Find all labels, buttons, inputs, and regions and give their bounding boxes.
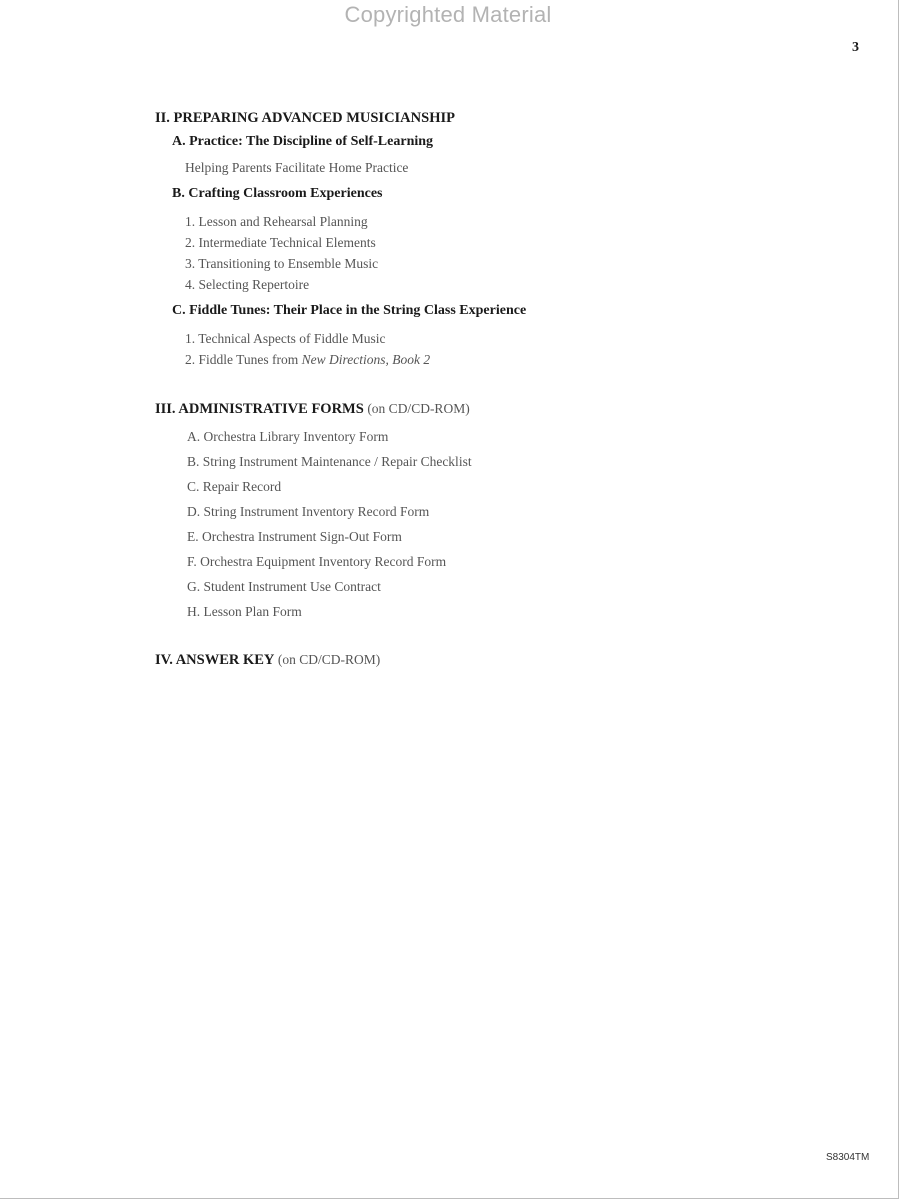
subsection-b-item-3: 3. Transitioning to Ensemble Music [185, 256, 379, 271]
subsection-a-title: A. Practice: The Discipline of Self-Learning [172, 134, 434, 149]
subsection-c-item-1: 1. Technical Aspects of Fiddle Music [185, 331, 386, 346]
book-title-italic: New Directions, Book 2 [301, 352, 431, 367]
form-item-h: H. Lesson Plan Form [187, 604, 302, 619]
subsection-c-title: C. Fiddle Tunes: Their Place in the String Class Experience [172, 303, 527, 318]
form-item-b: B. String Instrument Maintenance / Repair Checklist [187, 454, 472, 469]
copyright-watermark: Copyrighted Material [344, 2, 552, 27]
section-ii-title: II. PREPARING ADVANCED MUSICIANSHIP [155, 110, 455, 126]
form-item-g: G. Student Instrument Use Contract [187, 579, 381, 594]
section-iv-note: (on CD/CD-ROM) [277, 652, 381, 667]
subsection-a-item: Helping Parents Facilitate Home Practice [185, 160, 409, 175]
subsection-b-title: B. Crafting Classroom Experiences [172, 186, 383, 201]
section-iv-title: IV. ANSWER KEY [155, 652, 275, 668]
section-iii-note: (on CD/CD-ROM) [367, 401, 470, 416]
product-code: S8304TM [826, 1152, 870, 1163]
form-item-a: A. Orchestra Library Inventory Form [187, 429, 389, 444]
subsection-b-item-4: 4. Selecting Repertoire [185, 277, 310, 292]
subsection-b-item-1: 1. Lesson and Rehearsal Planning [185, 214, 368, 229]
subsection-c-item-2 [185, 352, 430, 368]
subsection-b-item-2: 2. Intermediate Technical Elements [185, 235, 376, 250]
page-number: 3 [852, 40, 859, 55]
form-item-f: F. Orchestra Equipment Inventory Record Form [187, 554, 447, 569]
form-item-c: C. Repair Record [187, 479, 282, 494]
section-iii-heading [155, 401, 470, 418]
section-iv-heading [155, 652, 380, 669]
subsection-c-item-2-prefix: 2. Fiddle Tunes from [185, 352, 302, 367]
form-item-e: E. Orchestra Instrument Sign-Out Form [187, 529, 402, 544]
form-item-d: D. String Instrument Inventory Record Form [187, 504, 430, 519]
section-iii-title: III. ADMINISTRATIVE FORMS [155, 401, 364, 417]
